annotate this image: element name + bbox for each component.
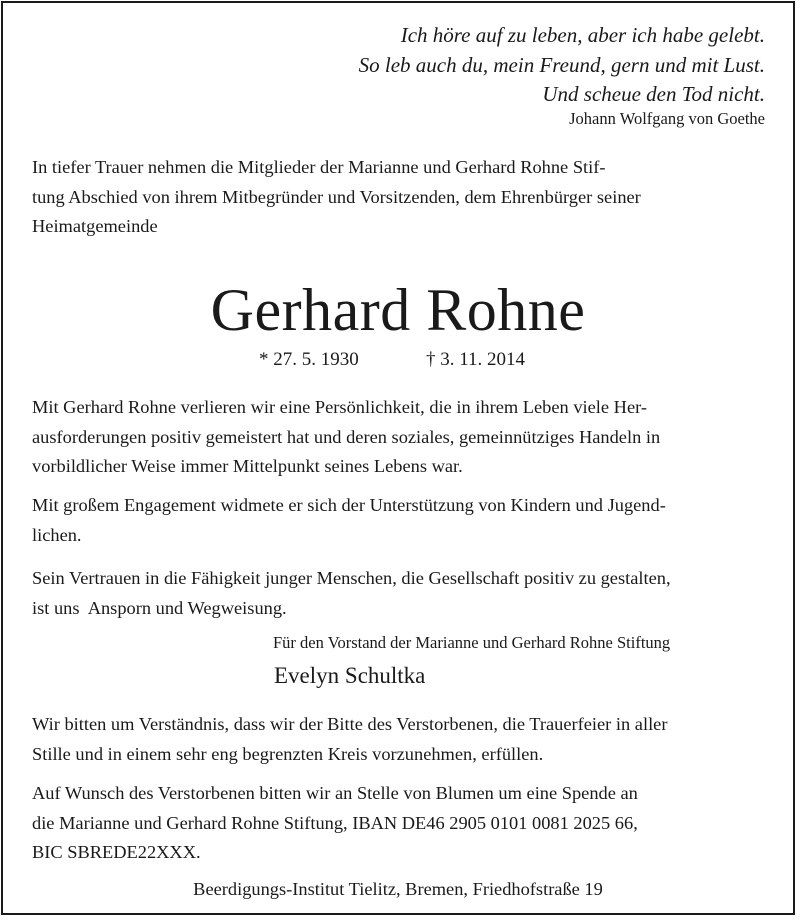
text-line: Mit Gerhard Rohne verlieren wir eine Persönlichkeit, die in ihrem Leben viele Her- bbox=[32, 397, 647, 417]
birth-date: * 27. 5. 1930 bbox=[259, 349, 359, 370]
text-line: BIC SBREDE22XXX. bbox=[32, 842, 201, 862]
text-line: Auf Wunsch des Verstorbenen bitten wir an Stelle von Blumen um eine Spende an bbox=[32, 783, 638, 803]
trust-paragraph bbox=[32, 564, 772, 623]
text-line: tung Abschied von ihrem Mitbegründer und Vorsitzenden, dem Ehrenbürger seiner bbox=[32, 186, 641, 207]
text-line: die Marianne und Gerhard Rohne Stiftung, IBAN DE46 2905 0101 0081 2025 66, bbox=[32, 812, 638, 833]
intro-paragraph bbox=[32, 153, 772, 242]
signer-name: Evelyn Schultka bbox=[274, 663, 426, 688]
text-line: Stille und in einem sehr eng begrenzten Kreis vorzunehmen, erfüllen. bbox=[32, 743, 544, 764]
text-line: lichen. bbox=[32, 524, 82, 545]
tribute-paragraph bbox=[32, 393, 772, 482]
quote-author: Johann Wolfgang von Goethe bbox=[569, 109, 765, 128]
text-line: ist uns Ansporn und Wegweisung. bbox=[32, 597, 287, 618]
text-line: Mit großem Engagement widmete er sich der Unterstützung von Kindern und Jugend- bbox=[32, 495, 666, 515]
deceased-name: Gerhard Rohne bbox=[210, 277, 586, 343]
quote-line: Und scheue den Tod nicht. bbox=[542, 82, 765, 106]
text-line: In tiefer Trauer nehmen die Mitglieder der Marianne und Gerhard Rohne Stif- bbox=[32, 157, 606, 177]
obituary-notice bbox=[1, 1, 795, 915]
text-line: Sein Vertrauen in die Fähigkeit junger Menschen, die Gesellschaft positiv zu gestalten, bbox=[32, 568, 671, 588]
engagement-paragraph bbox=[32, 491, 772, 550]
text-line: vorbildlicher Weise immer Mittelpunkt seines Lebens war. bbox=[32, 456, 463, 476]
quote-line: So leb auch du, mein Freund, gern und mit Lust. bbox=[358, 52, 765, 77]
text-line: ausforderungen positiv gemeistert hat und deren soziales, gemeinnütziges Handeln in bbox=[32, 426, 661, 447]
text-line: Wir bitten um Verständnis, dass wir der Bitte des Verstorbenen, die Trauerfeier in aller bbox=[32, 714, 668, 734]
funeral-home-footer: Beerdigungs-Institut Tielitz, Bremen, Friedhofstraße 19 bbox=[193, 879, 603, 899]
goethe-quote bbox=[359, 21, 765, 110]
quote-line: Ich höre auf zu leben, aber ich habe gelebt. bbox=[400, 23, 765, 47]
donation-paragraph bbox=[32, 779, 772, 868]
death-date: † 3. 11. 2014 bbox=[426, 349, 526, 370]
text-line: Heimatgemeinde bbox=[32, 216, 158, 236]
signature-caption: Für den Vorstand der Marianne und Gerhard Rohne Stiftung bbox=[273, 633, 671, 652]
funeral-note-paragraph bbox=[32, 710, 772, 769]
